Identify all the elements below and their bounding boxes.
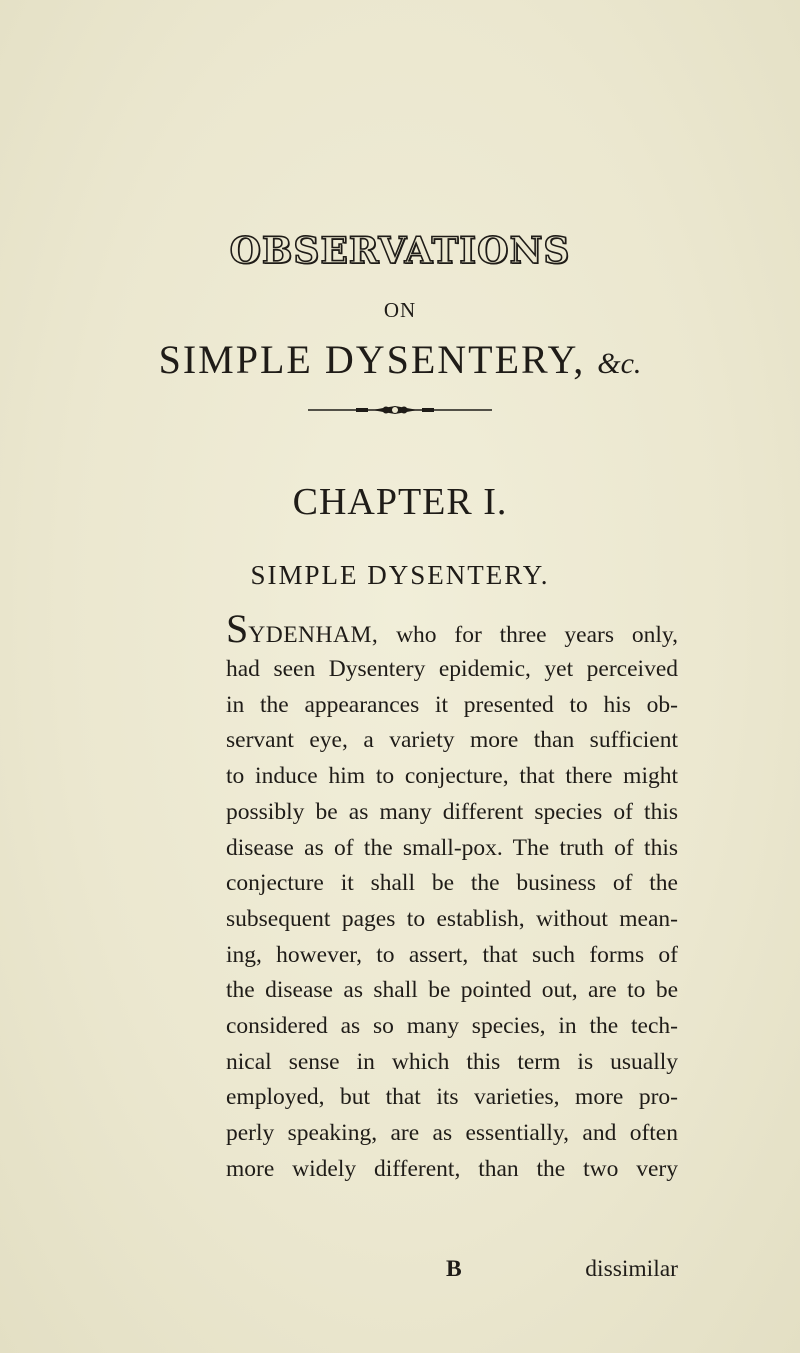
drop-cap: S bbox=[226, 606, 249, 651]
body-line: conjecture it shall be the business of the bbox=[226, 870, 678, 897]
body-line: disease as of the small-pox. The truth of this bbox=[226, 834, 678, 861]
subtitle-etc: &c. bbox=[597, 347, 642, 380]
body-line: to induce him to conjecture, that there might bbox=[226, 763, 678, 790]
first-word-rest: YDENHAM, bbox=[248, 622, 379, 648]
body-line: employed, but that its varieties, more pro- bbox=[226, 1084, 678, 1111]
body-line: possibly be as many different species of this bbox=[226, 798, 678, 825]
title-connector: ON bbox=[383, 298, 417, 322]
chapter-subheading: SIMPLE DYSENTERY. bbox=[250, 560, 550, 590]
body-paragraph bbox=[226, 606, 678, 1188]
signature-mark: B bbox=[446, 1256, 462, 1282]
body-line: in the appearances it presented to his ob- bbox=[226, 691, 678, 718]
body-line: subsequent pages to establish, without mean- bbox=[226, 905, 678, 932]
body-line: ing, however, to assert, that such forms of bbox=[226, 941, 678, 968]
body-line: servant eye, a variety more than sufficient bbox=[226, 727, 678, 754]
subtitle bbox=[0, 336, 800, 383]
body-line: the disease as shall be pointed out, are to be bbox=[226, 977, 678, 1004]
chapter-heading: CHAPTER I. bbox=[292, 481, 508, 523]
body-line: had seen Dysentery epidemic, yet perceived bbox=[226, 656, 678, 682]
subtitle-text: SIMPLE DYSENTERY, bbox=[158, 337, 586, 382]
body-line-text: who for three years only, bbox=[378, 622, 678, 648]
body-line: considered as so many species, in the tech- bbox=[226, 1013, 678, 1040]
body-line: more widely different, than the two very bbox=[226, 1155, 678, 1182]
body-line bbox=[226, 606, 678, 654]
main-title: OBSERVATIONS bbox=[229, 230, 571, 272]
body-line: nical sense in which this term is usually bbox=[226, 1048, 678, 1075]
catchword: dissimilar bbox=[585, 1256, 678, 1282]
body-line: perly speaking, are as essentially, and often bbox=[226, 1120, 678, 1147]
ornamental-rule bbox=[0, 395, 800, 425]
page-footer bbox=[226, 1256, 678, 1292]
